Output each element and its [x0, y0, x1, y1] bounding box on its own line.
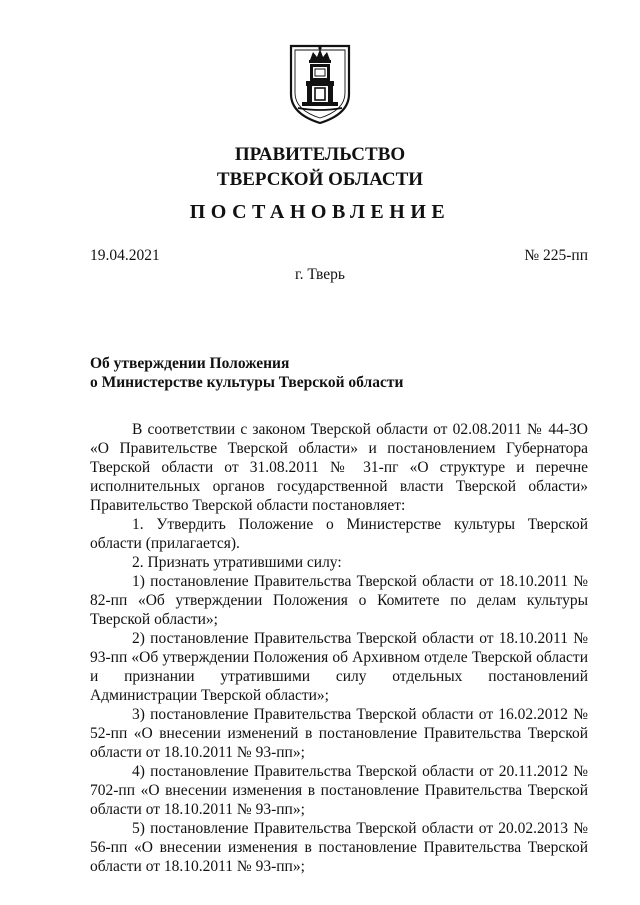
paragraph-subitem-2: 2) постановление Правительства Тверской области от 18.10.2011 № 93-пп «Об утверждении Положения об Архивном отделе Тверской области и признании утратившими силу отдельных постановлений Администрации Тверской области»;: [90, 630, 588, 704]
government-name-line1: ПРАВИТЕЛЬСТВО: [234, 144, 406, 165]
paragraph-subitem-5: 5) постановление Правительства Тверской области от 20.02.2013 № 56-пп «О внесении изменения в постановление Правительства Тверской области от 18.10.2011 № 93-пп»;: [90, 820, 588, 875]
subject-line1: Об утверждении Положения: [90, 355, 290, 372]
document-number: № 225-пп: [524, 247, 588, 264]
document-date: 19.04.2021: [90, 247, 160, 264]
paragraph-subitem-4: 4) постановление Правительства Тверской области от 20.11.2012 № 702-пп «О внесении изменения в постановление Правительства Тверской области от 18.10.2011 № 93-пп»;: [90, 763, 588, 818]
government-name-line2: ТВЕРСКОЙ ОБЛАСТИ: [216, 169, 424, 190]
document-type: ПОСТАНОВЛЕНИЕ: [189, 201, 451, 223]
tver-coat-of-arms-icon: [288, 42, 352, 126]
document-body: [90, 420, 588, 876]
paragraph-preamble: В соответствии с законом Тверской области от 02.08.2011 № 44-ЗО «О Правительстве Тверской области» и постановлением Губернатора Тверской области от 31.08.2011 № 31-пг «О структуре и перечне исполнительных органов государственной власти Тверской области» Правительство Тверской области постановляет:: [90, 421, 588, 514]
paragraph-item-1: 1. Утвердить Положение о Министерстве культуры Тверской области (прилагается).: [90, 516, 588, 552]
paragraph-subitem-1: 1) постановление Правительства Тверской области от 18.10.2011 № 82-пп «Об утверждении Положения о Комитете по делам культуры Тверской области»;: [90, 573, 588, 628]
subject-line2: о Министерстве культуры Тверской области: [90, 374, 404, 391]
document-place: г. Тверь: [295, 266, 345, 283]
document-subject: [90, 354, 403, 392]
paragraph-subitem-3: 3) постановление Правительства Тверской области от 16.02.2012 № 52-пп «О внесении изменений в постановление Правительства Тверской области от 18.10.2011 № 93-пп»;: [90, 706, 588, 761]
government-name: [0, 142, 640, 192]
paragraph-item-2: 2. Признать утратившими силу:: [132, 554, 342, 571]
